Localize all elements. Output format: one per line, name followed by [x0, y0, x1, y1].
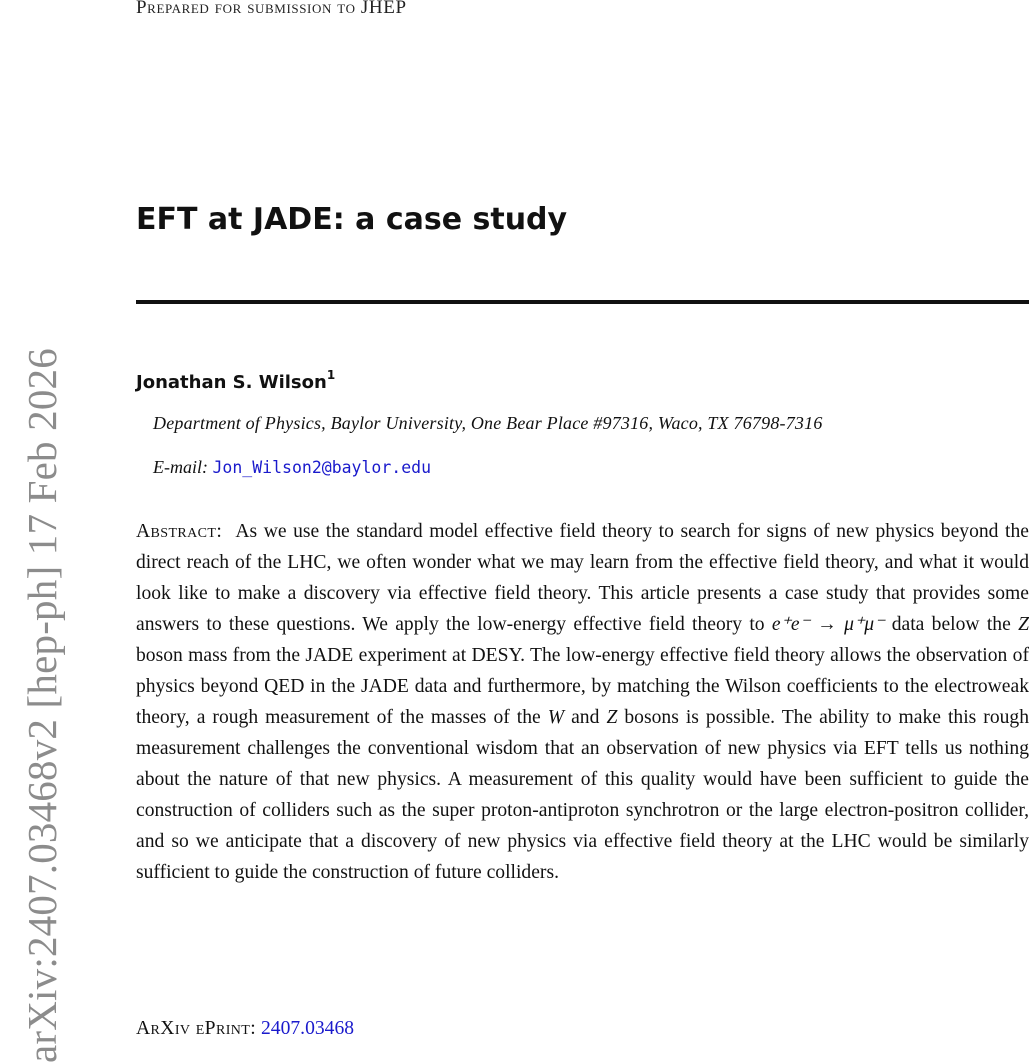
abstract-label: Abstract:: [136, 521, 223, 542]
arxiv-identifier-stamp: arXiv:2407.03468v2 [hep-ph] 17 Feb 2026: [19, 348, 65, 1063]
title-divider: [136, 300, 1029, 304]
submission-note: Prepared for submission to JHEP: [136, 0, 407, 18]
abstract-z-symbol: Z: [1018, 614, 1029, 635]
email-label: E-mail:: [153, 457, 208, 477]
eprint-link[interactable]: 2407.03468: [260, 1018, 355, 1039]
email-line: [153, 455, 431, 480]
author-name: Jonathan S. Wilson: [136, 372, 327, 393]
author-line: [136, 370, 335, 396]
abstract-z-symbol-2: Z: [606, 707, 618, 728]
abstract-text-5: bosons is possible. The ability to make this rough measurement challenges the conventional wisdom that an observation of new physics via EFT tells us nothing about the nature of that new physics. A measurement of this quality would have been sufficient to guide the construction of colliders such as the super proton-antiproton synchrotron or the large electron-positron collider, and so we anticipate that a discovery of new physics via effective field theory at the LHC would be similarly sufficient to guide the construction of future colliders.: [136, 707, 1029, 883]
eprint-label: ArXiv ePrint:: [136, 1018, 257, 1039]
abstract: [136, 516, 1029, 888]
abstract-text-2: data below the: [891, 614, 1011, 635]
email-link[interactable]: Jon_Wilson2@baylor.edu: [212, 458, 432, 477]
author-affiliation: Department of Physics, Baylor University, One Bear Place #97316, Waco, TX 76798-7316: [153, 413, 823, 433]
paper-title: EFT at JADE: a case study: [136, 202, 568, 237]
abstract-text-4: and: [571, 707, 600, 728]
abstract-w-symbol: W: [547, 707, 565, 728]
affiliation-marker: 1: [326, 368, 336, 382]
abstract-text-1: As we use the standard model effective field theory to search for signs of new physics beyond the direct reach of the LHC, we often wonder what we may learn from the effective field theory, and what it would look like to make a discovery via effective field theory. This article presents a case study that provides some answers to these questions. We apply the low-energy effective field theory to: [136, 521, 1029, 635]
abstract-text-3: boson mass from the JADE experiment at DESY. The low-energy effective field theory allows the observation of physics beyond QED in the JADE data and furthermore, by matching the Wilson coefficients to the electroweak theory, a rough measurement of the masses of the: [136, 645, 1029, 728]
abstract-process: e⁺e⁻ → μ⁺μ⁻: [771, 614, 885, 635]
eprint-line: [136, 1013, 354, 1044]
